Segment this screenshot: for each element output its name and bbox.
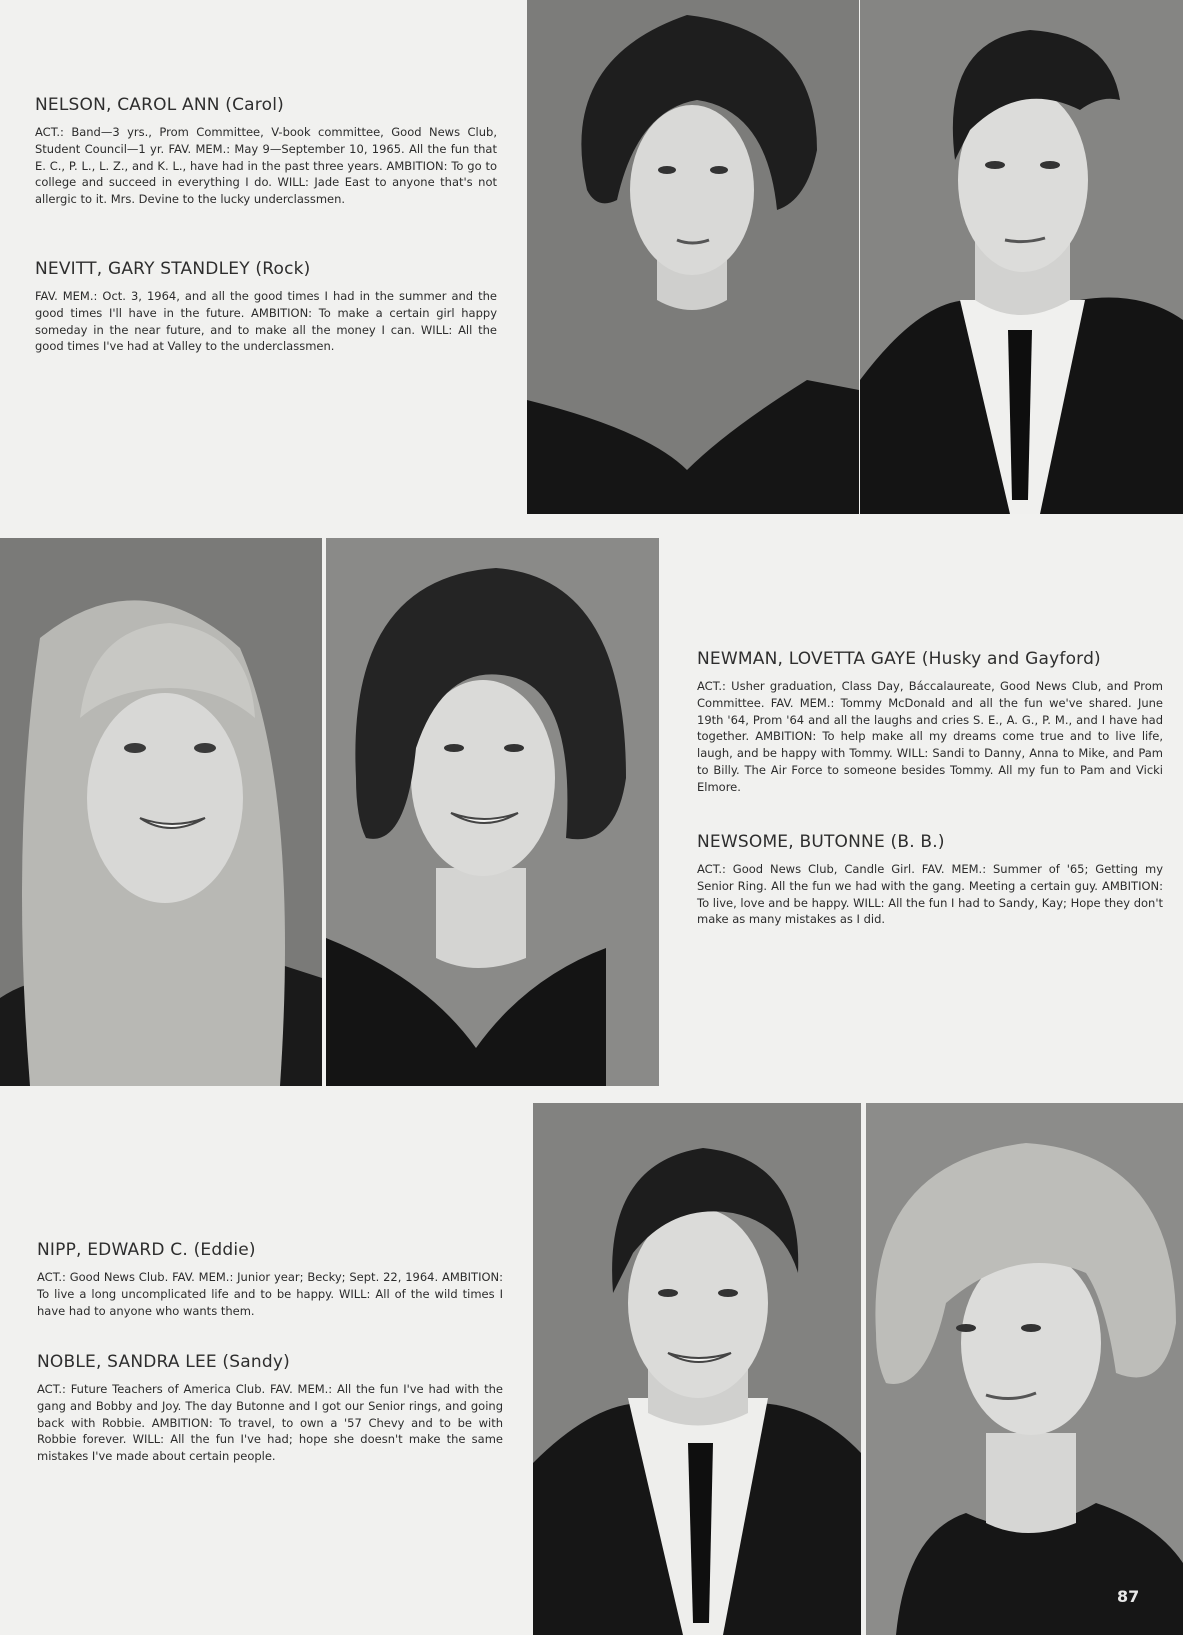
portrait-photo-carol-nelson [527, 0, 859, 514]
student-name: NEWSOME, BUTONNE (B. B.) [697, 832, 945, 852]
student-bio: ACT.: Good News Club. FAV. MEM.: Junior year; Becky; Sept. 22, 1964. AMBITION: To live a long uncomplicated life and to be happy. WILL: All of the wild times I have had to anyone who wants them. [37, 1270, 503, 1318]
student-bio: ACT.: Future Teachers of America Club. FAV. MEM.: All the fun I've had with the gang and Bobby and Joy. The day Butonne and I got our Senior rings, and going back with Robbie. AMBITION: To travel, to own a '57 Chevy and to be with Robbie forever. WILL: All the fun I've had; hope she doesn't make the same mistakes I've made about certain people. [37, 1382, 503, 1464]
student-name: NEWMAN, LOVETTA GAYE (Husky and Gayford) [697, 649, 1101, 669]
student-entry-newsome [697, 832, 1163, 928]
page-number: 87 [1117, 1587, 1140, 1606]
student-name: NOBLE, SANDRA LEE (Sandy) [37, 1352, 290, 1372]
student-name: NEVITT, GARY STANDLEY (Rock) [35, 259, 311, 279]
student-bio: ACT.: Good News Club, Candle Girl. FAV. MEM.: Summer of '65; Getting my Senior Ring. All the fun we had with the gang. Meeting a certain guy. AMBITION: To live, love and be happy. WILL: All the fun I had to Sandy, Kay; Hope they don't make as many mistakes as I did. [697, 862, 1163, 927]
portrait-photo-lovetta-newman [0, 538, 322, 1086]
student-entry-nelson [35, 95, 497, 208]
student-bio: ACT.: Band—3 yrs., Prom Committee, V-book committee, Good News Club, Student Council—1 yr. FAV. MEM.: May 9—September 10, 1965. All the fun that E. C., P. L., L. Z., and K. L., have had in the past three years. AMBITION: To go to college and succeed in everything I do. WILL: Jade East to anyone that's not allergic to it. Mrs. Devine to the lucky underclassmen. [35, 125, 497, 207]
portrait-photo-edward-nipp [533, 1103, 861, 1635]
portrait-photo-sandra-noble [866, 1103, 1183, 1635]
student-entry-nevitt [35, 259, 497, 355]
student-bio: ACT.: Usher graduation, Class Day, Báccalaureate, Good News Club, and Prom Committee. FAV. MEM.: Tommy McDonald and all the fun we've shared. June 19th '64, Prom '64 and all the laughs and cries S. E., A. G., P. M., and I have had together. AMBITION: To help make all my dreams come true and to live life, laugh, and be happy with Tommy. WILL: Sandi to Danny, Anna to Mike, and Pam to Billy. The Air Force to someone besides Tommy. All my fun to Pam and Vicki Elmore. [697, 679, 1163, 794]
portrait-photo-butonne-newsome [326, 538, 659, 1086]
portrait-photo-gary-nevitt [860, 0, 1183, 514]
student-name: NELSON, CAROL ANN (Carol) [35, 95, 284, 115]
student-bio: FAV. MEM.: Oct. 3, 1964, and all the good times I had in the summer and the good times I'll have in the future. AMBITION: To make a certain girl happy someday in the near future, and to make all the money I can. WILL: All the good times I've had at Valley to the underclassmen. [35, 289, 497, 354]
student-entry-newman [697, 649, 1163, 796]
student-entry-noble [37, 1352, 503, 1465]
student-entry-nipp [37, 1240, 503, 1319]
student-name: NIPP, EDWARD C. (Eddie) [37, 1240, 256, 1260]
